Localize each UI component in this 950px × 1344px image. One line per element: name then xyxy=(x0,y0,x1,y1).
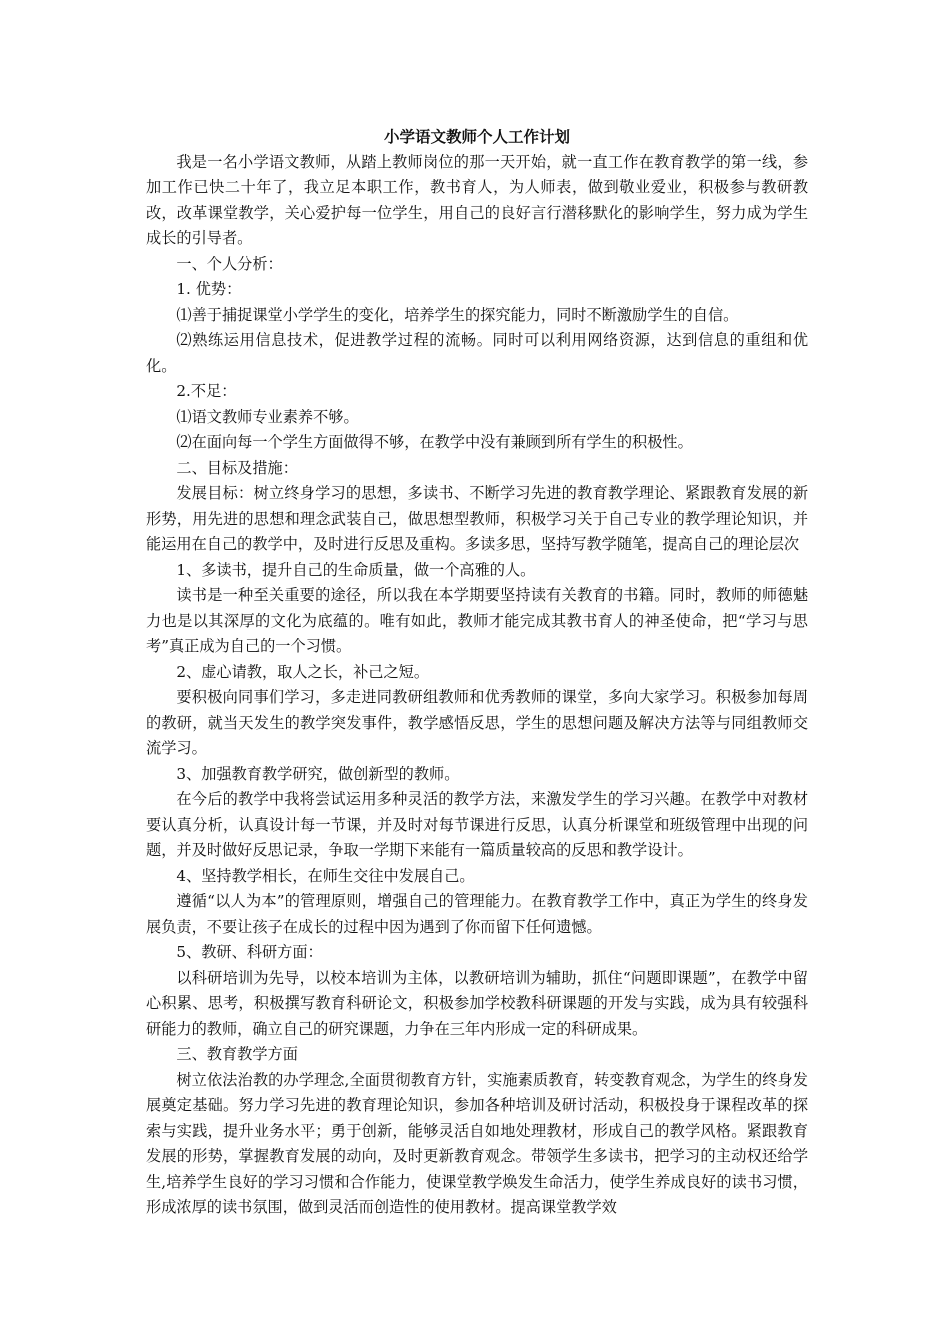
document-title: 小学语文教师个人工作计划 xyxy=(383,127,570,146)
subheading-weaknesses: 2.不足： xyxy=(176,382,237,400)
measure-paragraph-3: 在今后的教学中我将尝试运用多种灵活的教学方法，来激发学生的学习兴趣。在教学中对教材要认真分析，认真设计每一节课，并及时对每节课进行反思，认真分析课堂和班级管理中出现的问题，并及时做好反思记录，争取一学期下来能有一篇质量较高的反思和教学设计。 xyxy=(146,790,808,859)
measure-heading-3: 3、加强教育教学研究，做创新型的教师。 xyxy=(176,764,460,783)
weakness-item-2: ⑵在面向每一个学生方面做得不够，在教学中没有兼顾到所有学生的积极性。 xyxy=(176,433,693,451)
section-heading-goals: 二、目标及措施： xyxy=(176,458,298,477)
measure-heading-5: 5、教研、科研方面： xyxy=(176,943,323,961)
teaching-paragraph: 树立依法治教的办学理念,全面贯彻教育方针，实施素质教育，转变教育观念，为学生的终身发展奠定基础。努力学习先进的教育理论知识，参加各种培训及研讨活动，积极投身于课程改革的探索与实践，提升业务水平；勇于创新，能够灵活自如地处理教材，形成自己的教学风格。紧跟教育发展的形势，掌握教育发展的动向，及时更新教育观念。带领学生多读书，把学习的主动权还给学生,培养学生良好的学习习惯和合作能力，使课堂教学焕发生命活力，使学生养成良好的读书习惯，形成浓厚的读书氛围，做到灵活而创造性的使用教材。提高课堂教学效 xyxy=(146,1070,808,1216)
weakness-item-1: ⑴语文教师专业素养不够。 xyxy=(176,407,359,426)
measure-heading-1: 1、多读书，提升自己的生命质量，做一个高雅的人。 xyxy=(176,560,536,579)
development-goal-paragraph: 发展目标：树立终身学习的思想，多读书、不断学习先进的教育教学理论、紧跟教育发展的新形势，用先进的思想和理念武装自己，做思想型教师，积极学习关于自己专业的教学理论知识，并能运用在自己的教学中，及时进行反思及重构。多读多思，坚持写教学随笔，提高自己的理论层次 xyxy=(146,484,808,553)
strength-item-2: ⑵熟练运用信息技术，促进教学过程的流畅。同时可以利用网络资源，达到信息的重组和优化。 xyxy=(146,331,808,375)
measure-paragraph-2: 要积极向同事们学习，多走进同教研组教师和优秀教师的课堂，多向大家学习。积极参加每周的教研，就当天发生的教学突发事件，教学感悟反思，学生的思想问题及解决方法等与同组教师交流学习。 xyxy=(146,688,808,757)
subheading-strengths: 1. 优势： xyxy=(176,280,242,298)
document-body xyxy=(146,124,808,1221)
measure-paragraph-1: 读书是一种至关重要的途径，所以我在本学期要坚持读有关教育的书籍。同时，教师的师德魅力也是以其深厚的文化为底蕴的。唯有如此，教师才能完成其教书育人的神圣使命，把“学习与思考”真正成为自己的一个习惯。 xyxy=(146,586,808,655)
section-heading-personal-analysis: 一、个人分析： xyxy=(176,254,283,273)
strength-item-1: ⑴善于捕捉课堂小学学生的变化，培养学生的探究能力，同时不断激励学生的自信。 xyxy=(176,305,739,324)
section-heading-teaching: 三、教育教学方面 xyxy=(176,1045,298,1063)
measure-paragraph-5: 以科研培训为先导，以校本培训为主体，以教研培训为辅助，抓住“问题即课题”，在教学中留心积累、思考，积极撰写教育科研论文，积极参加学校教科研课题的开发与实践，成为具有较强科研能力的教师，确立自己的研究课题，力争在三年内形成一定的科研成果。 xyxy=(146,968,808,1038)
measure-heading-2: 2、虚心请教，取人之长，补己之短。 xyxy=(176,662,430,681)
measure-heading-4: 4、坚持教学相长，在师生交往中发展自己。 xyxy=(176,866,475,885)
intro-paragraph: 我是一名小学语文教师，从踏上教师岗位的那一天开始，就一直工作在教育教学的第一线，参加工作已快二十年了，我立足本职工作，教书育人，为人师表，做到敬业爱业，积极参与教研教改，改革课堂教学，关心爱护每一位学生，用自己的良好言行潜移默化的影响学生，努力成为学生成长的引导者。 xyxy=(146,152,808,247)
measure-paragraph-4: 遵循“以人为本”的管理原则，增强自己的管理能力。在教育教学工作中，真正为学生的终身发展负责，不要让孩子在成长的过程中因为遇到了你而留下任何遗憾。 xyxy=(146,892,808,936)
